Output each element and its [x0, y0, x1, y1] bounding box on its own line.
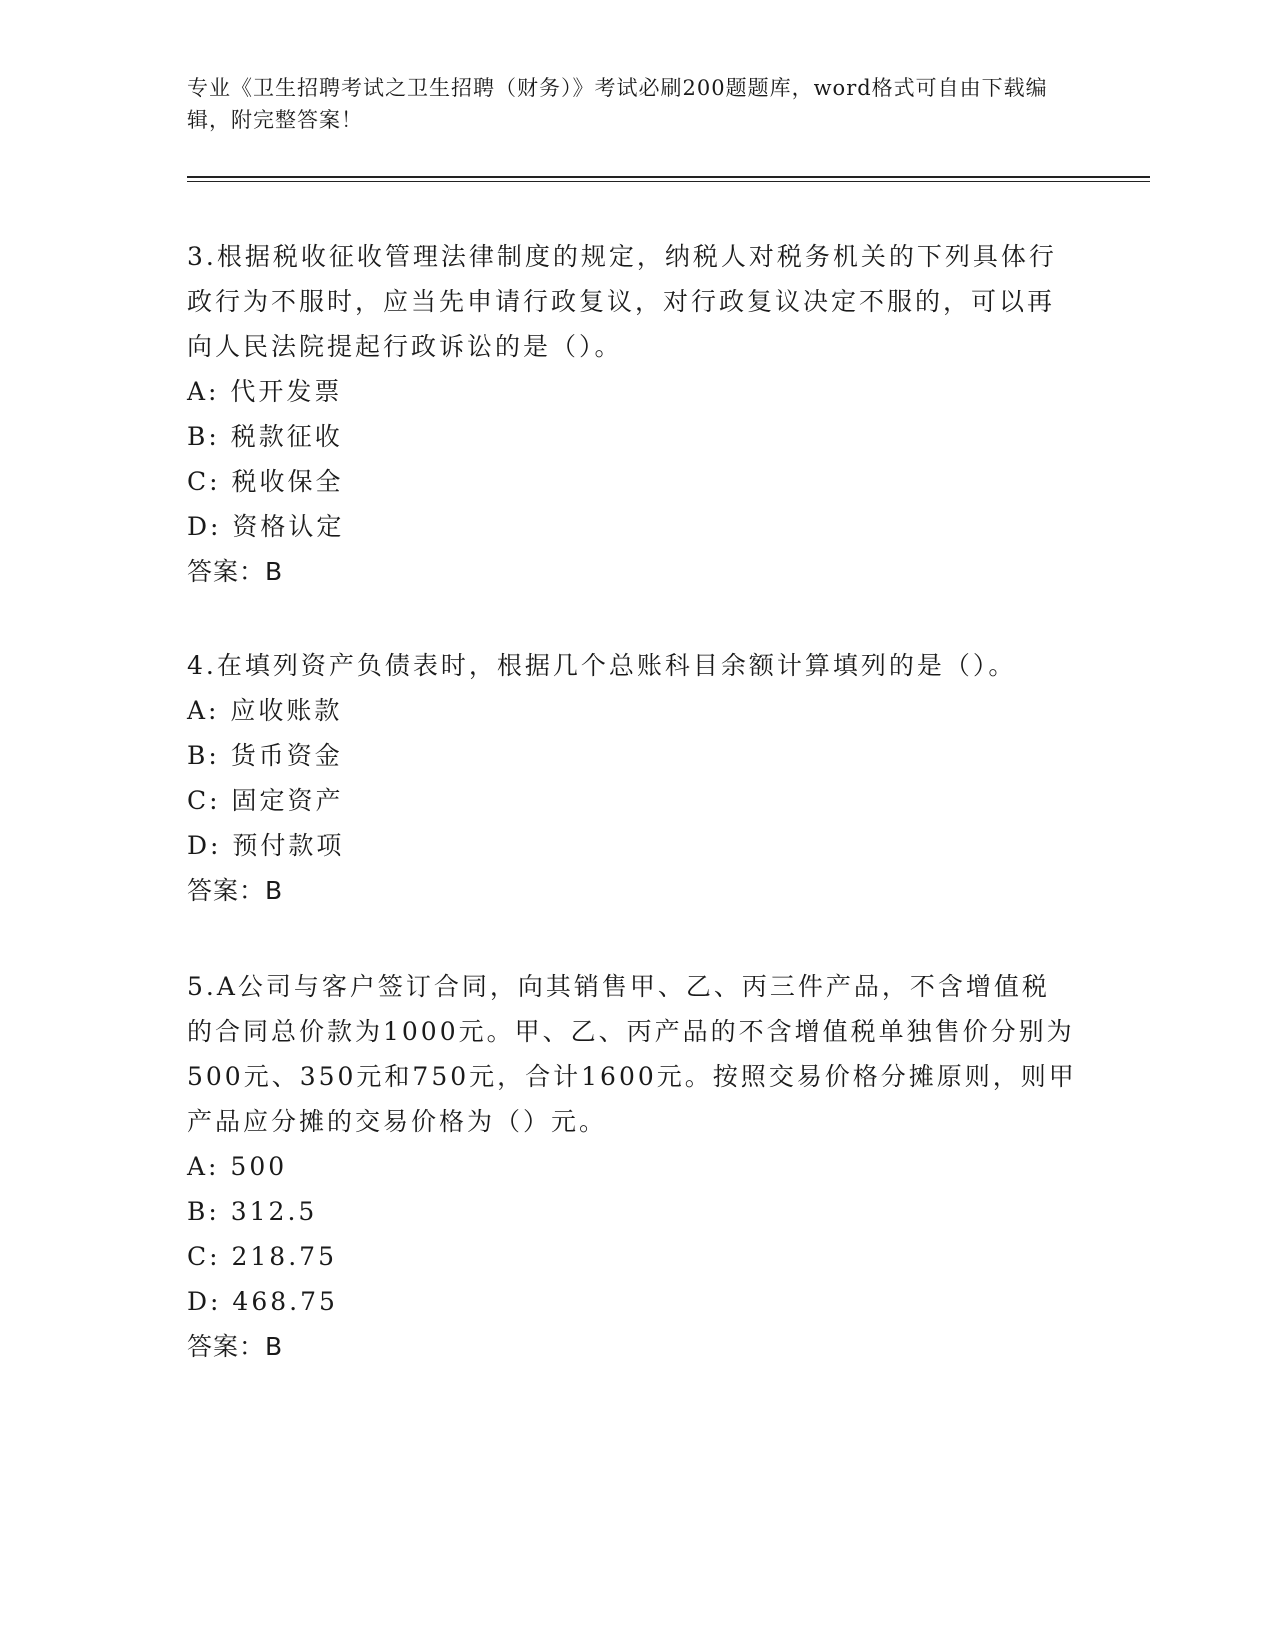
question-stem: 5.A公司与客户签订合同，向其销售甲、乙、丙三件产品，不含增值税的合同总价款为1000元。甲、乙、丙产品的不含增值税单独售价分别为500元、350元和750元，合计1600元。按照交易价格分摊原则，则甲产品应分摊的交易价格为（）元。	[187, 972, 1077, 1136]
header-divider	[187, 176, 1150, 178]
document-header: 专业《卫生招聘考试之卫生招聘（财务）》考试必刷200题题库，word格式可自由下载编辑，附完整答案！	[187, 76, 1048, 132]
option-c: C: 固定资产	[187, 786, 344, 815]
option-b: B: 货币资金	[187, 741, 343, 770]
question-3	[187, 234, 1077, 594]
option-c: C: 218.75	[187, 1242, 337, 1271]
header-divider-thin	[187, 181, 1150, 182]
option-d: D: 468.75	[187, 1287, 338, 1316]
answer: 答案：B	[187, 876, 284, 905]
answer: 答案：B	[187, 557, 284, 586]
option-a: A: 代开发票	[187, 377, 343, 406]
option-d: D: 资格认定	[187, 512, 345, 541]
option-b: B: 312.5	[187, 1197, 318, 1226]
option-b: B: 税款征收	[187, 422, 343, 451]
answer: 答案：B	[187, 1332, 284, 1361]
question-4	[187, 643, 1077, 913]
option-c: C: 税收保全	[187, 467, 344, 496]
question-5	[187, 964, 1077, 1369]
question-stem: 4.在填列资产负债表时，根据几个总账科目余额计算填列的是（）。	[187, 651, 1017, 680]
question-stem: 3.根据税收征收管理法律制度的规定，纳税人对税务机关的下列具体行政行为不服时，应当先申请行政复议，对行政复议决定不服的，可以再向人民法院提起行政诉讼的是（）。	[187, 242, 1057, 361]
option-a: A: 应收账款	[187, 696, 343, 725]
option-d: D: 预付款项	[187, 831, 345, 860]
option-a: A: 500	[187, 1152, 288, 1181]
